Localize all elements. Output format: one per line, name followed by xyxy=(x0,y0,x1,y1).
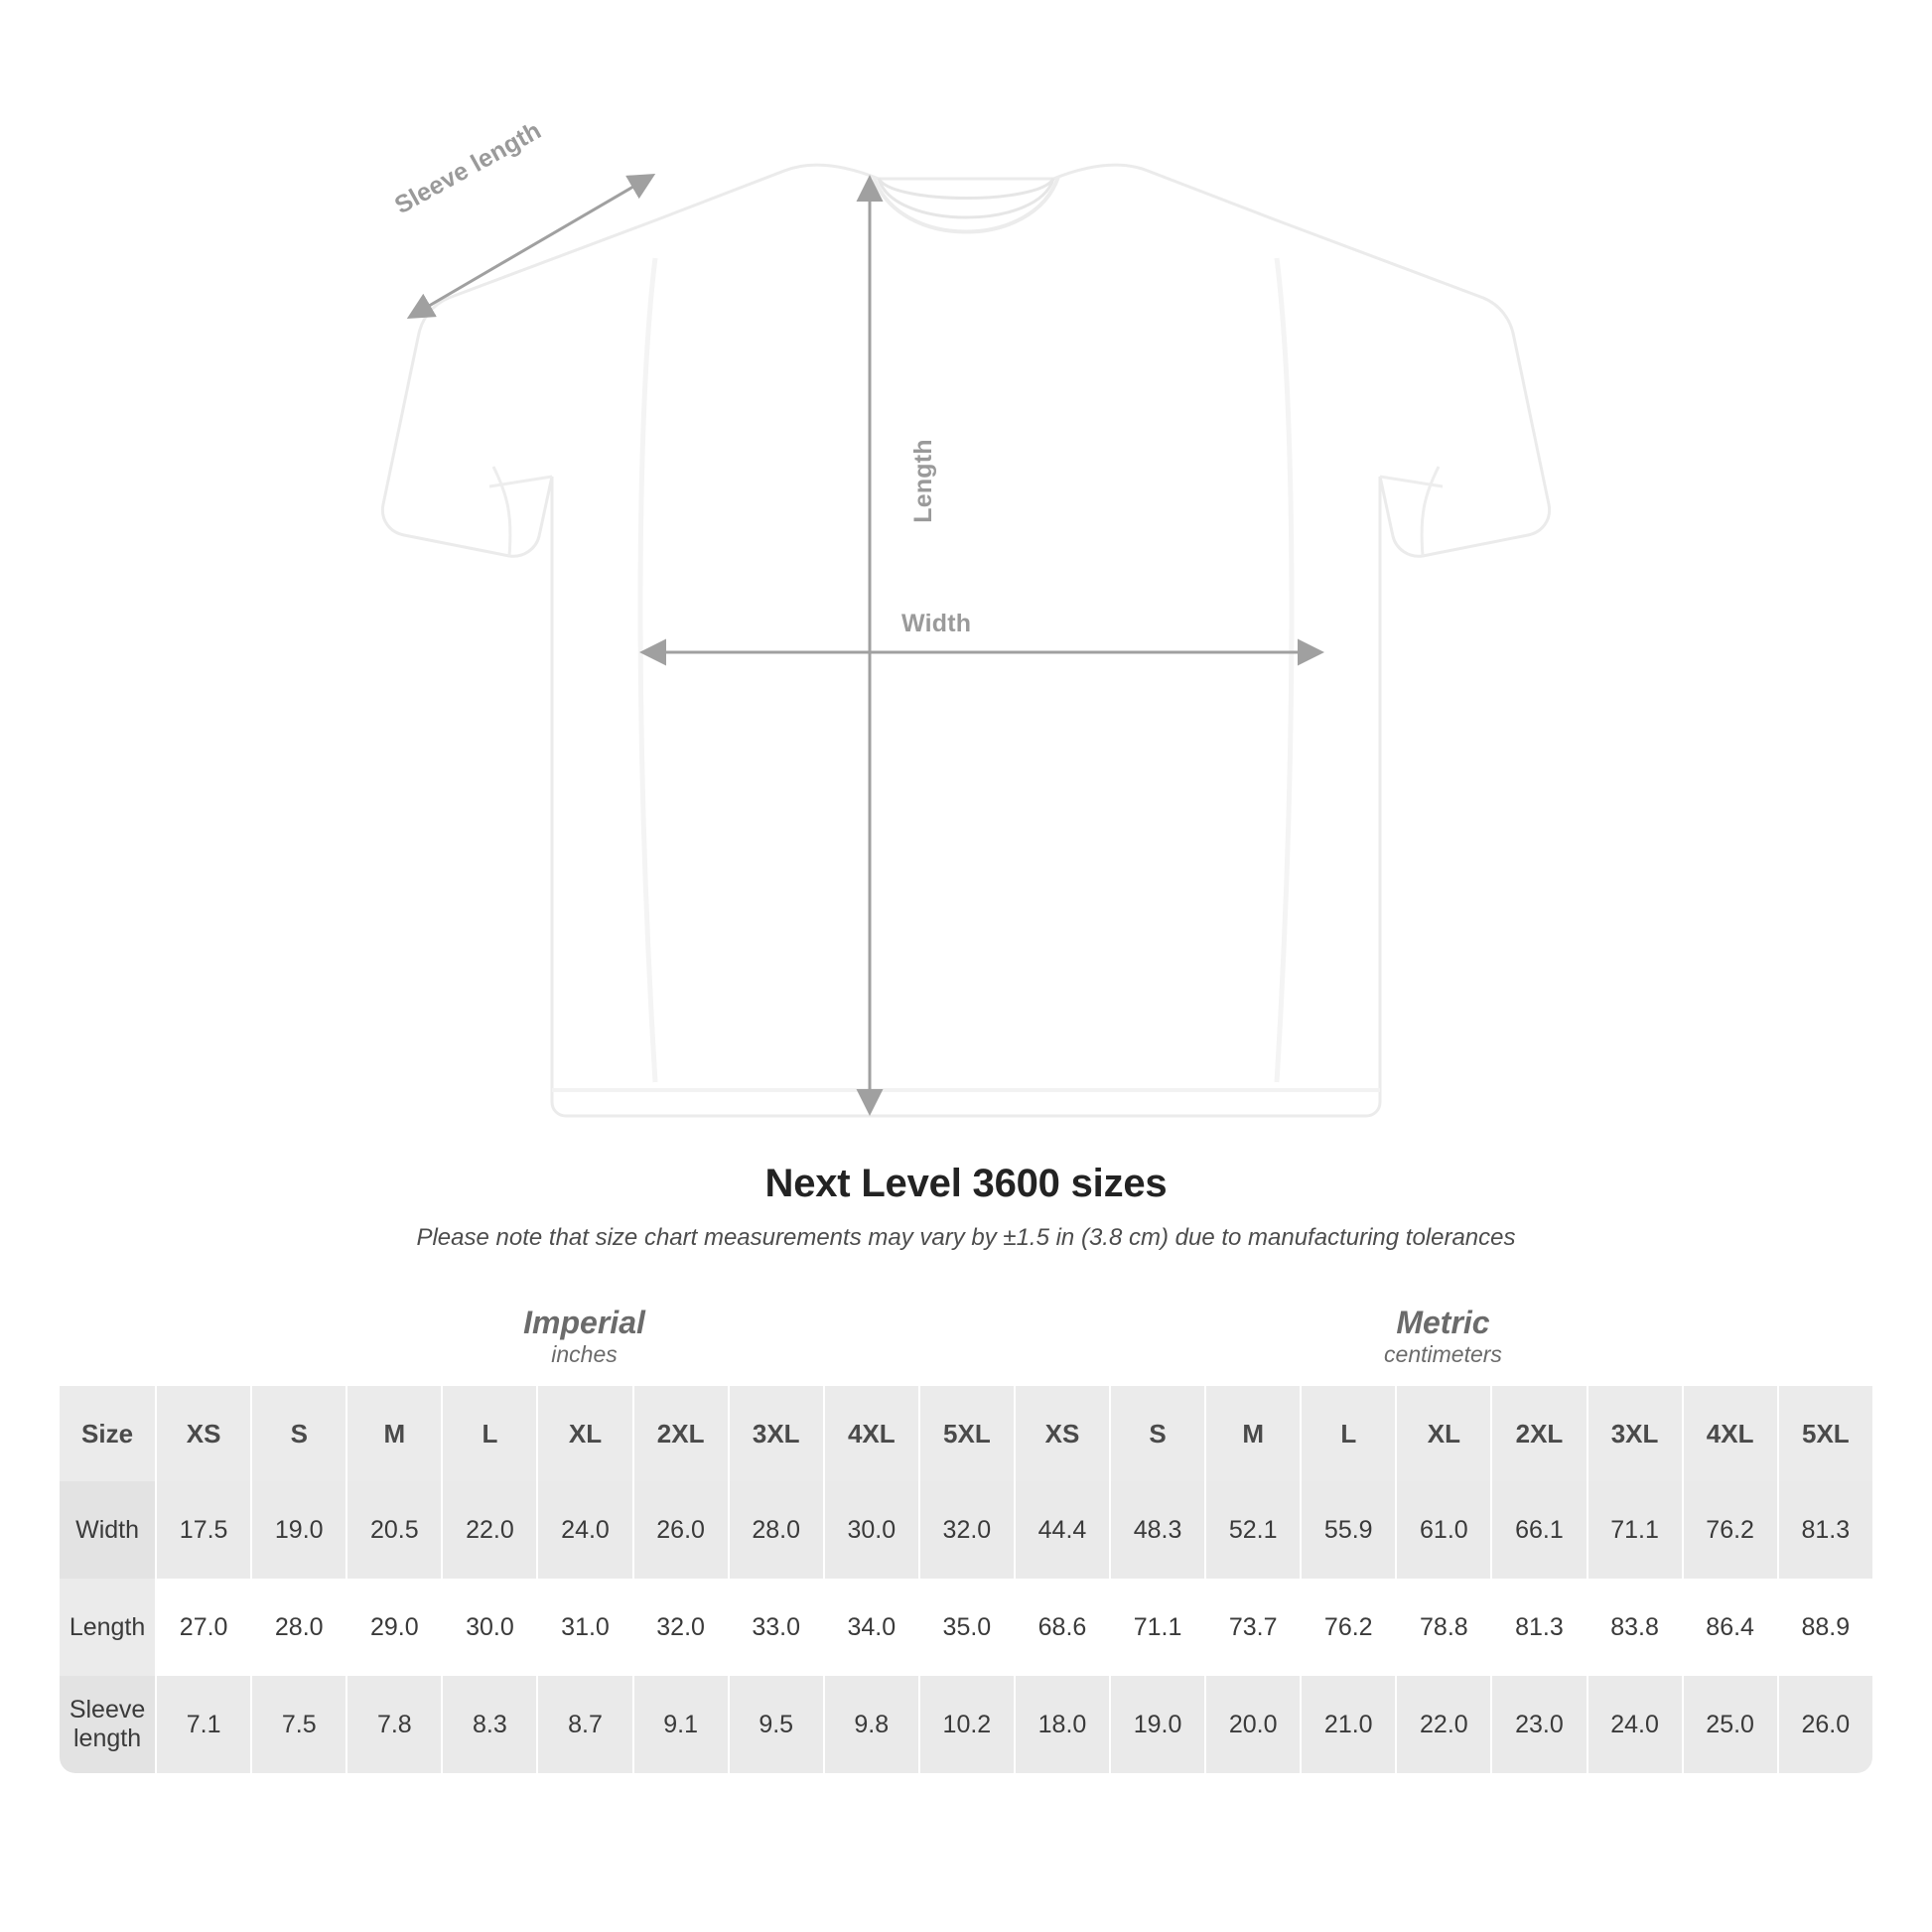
width-imp-3xl: 28.0 xyxy=(728,1481,823,1579)
length-label: Length xyxy=(908,439,937,523)
length-imp-4xl: 34.0 xyxy=(823,1579,918,1676)
size-header-imp-5xl: 5XL xyxy=(918,1386,1014,1481)
sleeve-imp-m: 7.8 xyxy=(345,1676,441,1773)
length-met-s: 71.1 xyxy=(1109,1579,1204,1676)
imperial-sub: inches xyxy=(551,1341,618,1368)
length-imp-2xl: 32.0 xyxy=(632,1579,728,1676)
size-table-wrapper xyxy=(60,1289,1872,1773)
table-row xyxy=(60,1481,1872,1579)
sleeve-met-2xl: 23.0 xyxy=(1490,1676,1586,1773)
width-met-l: 55.9 xyxy=(1300,1481,1395,1579)
width-imp-l: 22.0 xyxy=(441,1481,536,1579)
size-header-met-l: L xyxy=(1300,1386,1395,1481)
sleeve-imp-5xl: 10.2 xyxy=(918,1676,1014,1773)
metric-name: Metric xyxy=(1396,1304,1490,1340)
row-label-sleeve-length: Sleeve length xyxy=(60,1676,155,1773)
sleeve-length-label: Sleeve length xyxy=(389,116,546,220)
width-imp-xs: 17.5 xyxy=(155,1481,250,1579)
length-imp-5xl: 35.0 xyxy=(918,1579,1014,1676)
length-met-5xl: 88.9 xyxy=(1777,1579,1872,1676)
unit-header-row xyxy=(60,1289,1872,1386)
width-met-xl: 61.0 xyxy=(1395,1481,1490,1579)
size-header-met-5xl: 5XL xyxy=(1777,1386,1872,1481)
sleeve-imp-4xl: 9.8 xyxy=(823,1676,918,1773)
width-met-5xl: 81.3 xyxy=(1777,1481,1872,1579)
sleeve-imp-xs: 7.1 xyxy=(155,1676,250,1773)
width-label: Width xyxy=(901,610,972,637)
width-met-m: 52.1 xyxy=(1204,1481,1300,1579)
size-header-met-xs: XS xyxy=(1014,1386,1109,1481)
size-header-met-xl: XL xyxy=(1395,1386,1490,1481)
size-header-met-m: M xyxy=(1204,1386,1300,1481)
sleeve-imp-xl: 8.7 xyxy=(536,1676,631,1773)
length-met-l: 76.2 xyxy=(1300,1579,1395,1676)
table-corner xyxy=(60,1289,155,1386)
sleeve-imp-2xl: 9.1 xyxy=(632,1676,728,1773)
length-met-xl: 78.8 xyxy=(1395,1579,1490,1676)
size-header-imp-l: L xyxy=(441,1386,536,1481)
sleeve-imp-l: 8.3 xyxy=(441,1676,536,1773)
imperial-header xyxy=(155,1289,1014,1386)
imperial-name: Imperial xyxy=(523,1304,645,1340)
length-imp-m: 29.0 xyxy=(345,1579,441,1676)
size-header-imp-3xl: 3XL xyxy=(728,1386,823,1481)
size-header-imp-2xl: 2XL xyxy=(632,1386,728,1481)
size-header-imp-m: M xyxy=(345,1386,441,1481)
width-imp-2xl: 26.0 xyxy=(632,1481,728,1579)
sleeve-met-s: 19.0 xyxy=(1109,1676,1204,1773)
width-imp-s: 19.0 xyxy=(250,1481,345,1579)
size-header-row xyxy=(60,1386,1872,1481)
width-imp-xl: 24.0 xyxy=(536,1481,631,1579)
sleeve-met-xs: 18.0 xyxy=(1014,1676,1109,1773)
width-imp-4xl: 30.0 xyxy=(823,1481,918,1579)
size-header-met-4xl: 4XL xyxy=(1682,1386,1777,1481)
length-met-2xl: 81.3 xyxy=(1490,1579,1586,1676)
size-header-imp-4xl: 4XL xyxy=(823,1386,918,1481)
width-met-s: 48.3 xyxy=(1109,1481,1204,1579)
width-met-4xl: 76.2 xyxy=(1682,1481,1777,1579)
length-imp-l: 30.0 xyxy=(441,1579,536,1676)
sleeve-met-l: 21.0 xyxy=(1300,1676,1395,1773)
size-header-met-s: S xyxy=(1109,1386,1204,1481)
width-imp-m: 20.5 xyxy=(345,1481,441,1579)
width-met-3xl: 71.1 xyxy=(1587,1481,1682,1579)
length-met-3xl: 83.8 xyxy=(1587,1579,1682,1676)
row-label-length: Length xyxy=(60,1579,155,1676)
sleeve-imp-s: 7.5 xyxy=(250,1676,345,1773)
tshirt-shape xyxy=(382,165,1549,1116)
sleeve-met-3xl: 24.0 xyxy=(1587,1676,1682,1773)
table-row xyxy=(60,1676,1872,1773)
length-imp-xl: 31.0 xyxy=(536,1579,631,1676)
size-header-met-2xl: 2XL xyxy=(1490,1386,1586,1481)
table-row xyxy=(60,1579,1872,1676)
size-header-imp-s: S xyxy=(250,1386,345,1481)
length-met-4xl: 86.4 xyxy=(1682,1579,1777,1676)
size-table xyxy=(60,1289,1872,1773)
length-met-m: 73.7 xyxy=(1204,1579,1300,1676)
sleeve-met-5xl: 26.0 xyxy=(1777,1676,1872,1773)
title-block xyxy=(0,1162,1932,1252)
tolerance-note: Please note that size chart measurements may vary by ±1.5 in (3.8 cm) due to manufacturing tolerances xyxy=(416,1224,1516,1251)
page-title: Next Level 3600 sizes xyxy=(764,1162,1168,1205)
sleeve-met-xl: 22.0 xyxy=(1395,1676,1490,1773)
sleeve-met-m: 20.0 xyxy=(1204,1676,1300,1773)
length-imp-xs: 27.0 xyxy=(155,1579,250,1676)
row-label-width: Width xyxy=(60,1481,155,1579)
metric-sub: centimeters xyxy=(1384,1341,1502,1368)
width-imp-5xl: 32.0 xyxy=(918,1481,1014,1579)
width-met-2xl: 66.1 xyxy=(1490,1481,1586,1579)
sleeve-met-4xl: 25.0 xyxy=(1682,1676,1777,1773)
length-imp-3xl: 33.0 xyxy=(728,1579,823,1676)
size-header-imp-xl: XL xyxy=(536,1386,631,1481)
length-met-xs: 68.6 xyxy=(1014,1579,1109,1676)
size-label-cell: Size xyxy=(60,1386,155,1481)
size-header-met-3xl: 3XL xyxy=(1587,1386,1682,1481)
sleeve-imp-3xl: 9.5 xyxy=(728,1676,823,1773)
metric-header xyxy=(1014,1289,1872,1386)
length-imp-s: 28.0 xyxy=(250,1579,345,1676)
size-header-imp-xs: XS xyxy=(155,1386,250,1481)
width-met-xs: 44.4 xyxy=(1014,1481,1109,1579)
